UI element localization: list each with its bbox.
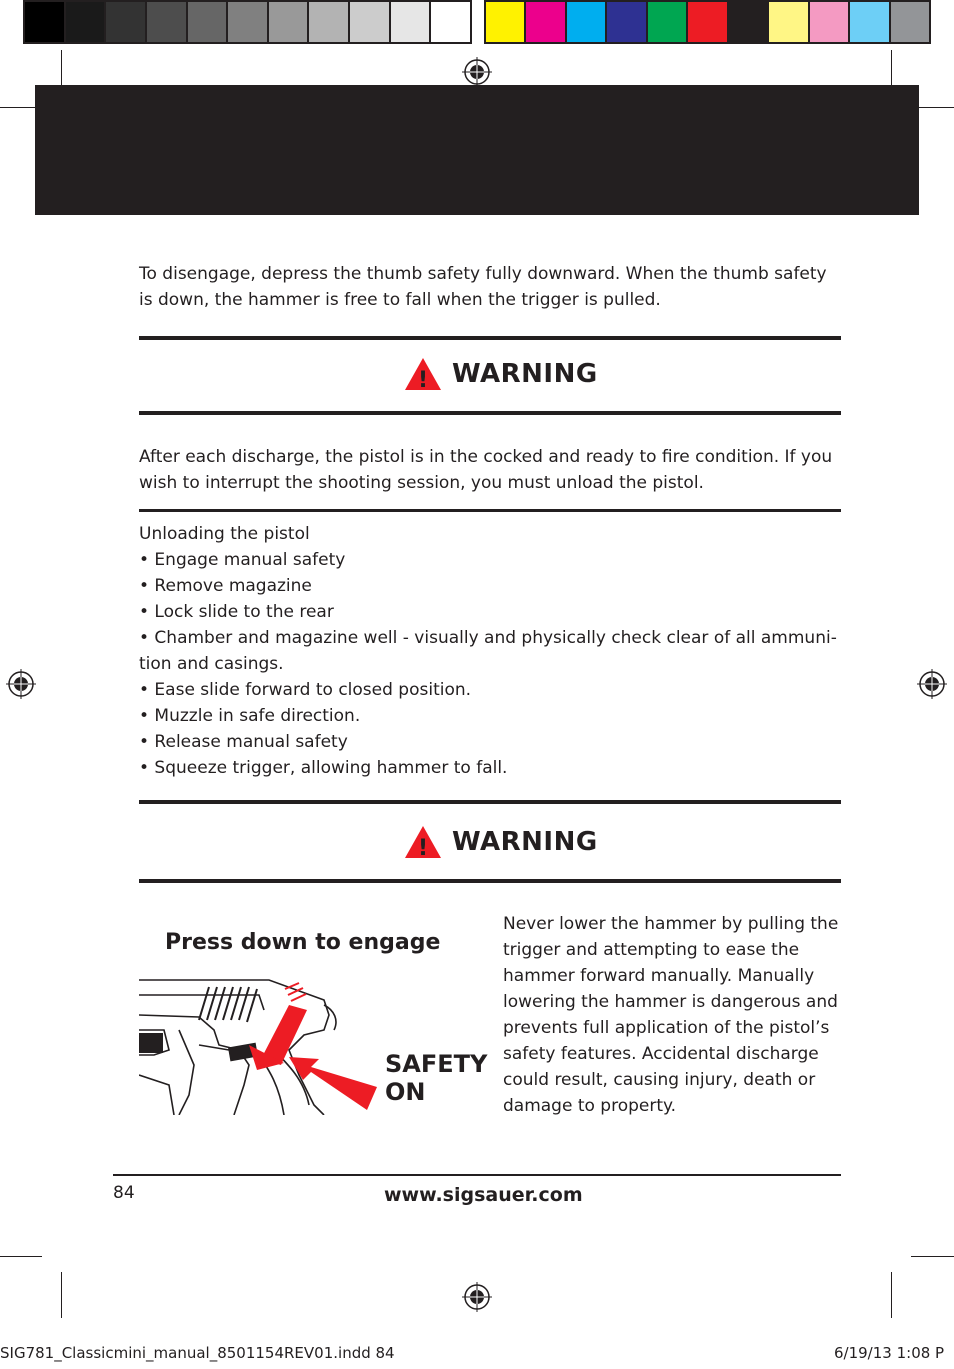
color-swatch xyxy=(891,2,929,42)
list-item: • Release manual safety xyxy=(139,732,348,752)
color-swatch xyxy=(769,2,809,42)
divider xyxy=(139,879,841,883)
svg-text:!: ! xyxy=(417,368,429,391)
unload-title: Unloading the pistol xyxy=(139,524,310,544)
registration-mark-icon xyxy=(917,669,947,699)
svg-text:!: ! xyxy=(417,836,429,859)
slug-filename: SIG781_Classicmini_manual_8501154REV01.indd 84 xyxy=(0,1344,395,1362)
divider xyxy=(139,509,841,512)
color-swatch xyxy=(486,2,526,42)
color-swatch xyxy=(729,2,769,42)
color-swatch xyxy=(188,2,229,42)
color-swatch xyxy=(607,2,647,42)
color-swatch xyxy=(391,2,432,42)
divider xyxy=(139,800,841,804)
divider xyxy=(139,336,841,340)
list-item: • Muzzle in safe direction. xyxy=(139,706,361,726)
color-swatch xyxy=(228,2,269,42)
color-swatch xyxy=(431,2,470,42)
footer-rule xyxy=(113,1174,841,1176)
registration-mark-icon xyxy=(6,669,36,699)
color-swatch xyxy=(106,2,147,42)
slug-date: 6/19/13 1:08 P xyxy=(834,1344,945,1362)
unload-list xyxy=(139,521,839,781)
list-item: • Chamber and magazine well - visually and physically check clear of all ammuni- xyxy=(139,628,837,648)
color-swatch xyxy=(526,2,566,42)
warning-triangle-icon xyxy=(404,825,442,859)
list-item: • Lock slide to the rear xyxy=(139,602,334,622)
list-item: • Ease slide forward to closed position. xyxy=(139,680,472,700)
color-swatch xyxy=(648,2,688,42)
color-swatch xyxy=(567,2,607,42)
registration-mark-icon xyxy=(462,1282,492,1312)
pistol-safety-illustration xyxy=(139,975,379,1115)
registration-mark-icon xyxy=(462,57,492,87)
page-number: 84 xyxy=(113,1183,135,1203)
color-swatch xyxy=(269,2,310,42)
crop-mark xyxy=(891,1272,892,1318)
divider xyxy=(139,411,841,415)
gray-scale-bar xyxy=(23,0,472,44)
intro-paragraph: To disengage, depress the thumb safety fully downward. When the thumb safety is down, the hammer is free to fall when the trigger is pulled. xyxy=(139,264,827,310)
color-swatch xyxy=(147,2,188,42)
crop-mark xyxy=(911,1256,954,1257)
color-swatch xyxy=(810,2,850,42)
color-swatch xyxy=(25,2,66,42)
warning-heading xyxy=(404,825,598,859)
header-band xyxy=(35,85,919,215)
color-swatch xyxy=(350,2,391,42)
crop-mark xyxy=(0,1256,42,1257)
footer-url[interactable]: www.sigsauer.com xyxy=(384,1184,583,1206)
color-swatch xyxy=(688,2,728,42)
color-swatch xyxy=(66,2,107,42)
list-item: tion and casings. xyxy=(139,654,284,674)
crop-mark xyxy=(61,1272,62,1318)
list-item: • Engage manual safety xyxy=(139,550,346,570)
safety-on-label: SAFETY ON xyxy=(385,1050,488,1106)
color-scale-bar xyxy=(484,0,931,44)
warning-triangle-icon xyxy=(404,357,442,391)
warning-2-text: Never lower the hammer by pulling the trigger and attempting to ease the hammer forward manually. Manually lowering the hammer is dangerous and prevents full application of the pistol’s safety features. Accidental discharge could result, causing injury, death or damage to property. xyxy=(503,914,839,1116)
figure-caption: Press down to engage xyxy=(165,930,441,955)
warning-1-text: After each discharge, the pistol is in the cocked and ready to fire condition. If you wish to interrupt the shooting session, you must unload the pistol. xyxy=(139,447,833,493)
color-swatch xyxy=(309,2,350,42)
list-item: • Remove magazine xyxy=(139,576,312,596)
warning-label: WARNING xyxy=(452,359,598,389)
list-item: • Squeeze trigger, allowing hammer to fall. xyxy=(139,758,508,778)
color-swatch xyxy=(850,2,890,42)
warning-heading xyxy=(404,357,598,391)
warning-label: WARNING xyxy=(452,827,598,857)
